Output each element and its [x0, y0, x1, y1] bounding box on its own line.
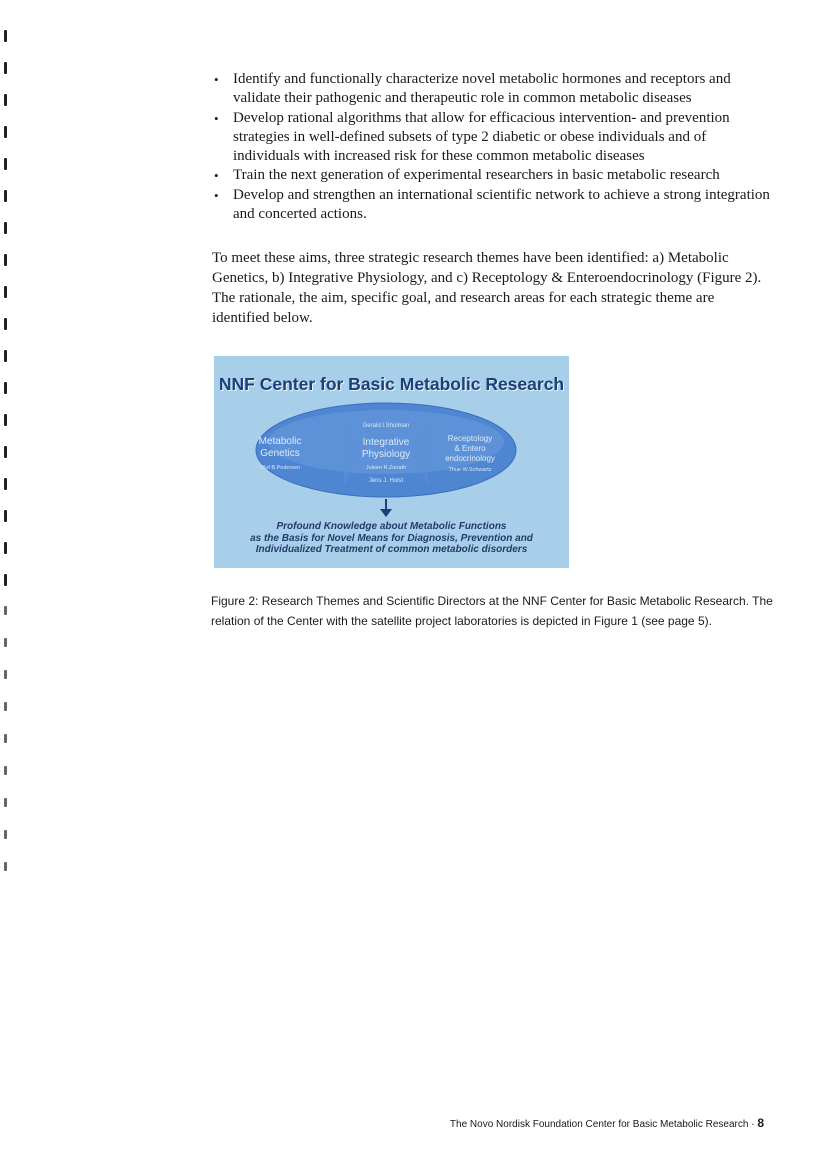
binding-mark — [4, 286, 7, 298]
binding-mark — [4, 94, 7, 106]
binding-mark — [4, 158, 7, 170]
page-footer — [450, 1116, 764, 1130]
binding-mark — [4, 862, 7, 871]
binding-mark — [4, 62, 7, 74]
theme-2-line2: Physiology — [361, 449, 411, 460]
body-paragraph: To meet these aims, three strategic research themes have been identified: a) Metabolic Genetics, b) Integrative Physiology, and c) Receptology & Enteroendocrinology (Figure 2). The rationale, the aim, specific goal, and research areas for each strategic theme are identified below. — [212, 250, 762, 326]
binding-mark — [4, 542, 7, 554]
list-item: • Develop rational algorithms that allow for efficacious intervention- and prevention strategies in well-defined subsets of type 2 diabetic or obese individuals and of individuals with increased risk for these common metabolic diseases — [214, 109, 730, 165]
binding-mark — [4, 222, 7, 234]
binding-mark — [4, 382, 7, 394]
binding-mark — [4, 318, 7, 330]
outcome-text: Profound Knowledge about Metabolic Functions as the Basis for Novel Means for Diagnosis, Prevention and Individualized Treatment of common metabolic disorders — [250, 521, 533, 555]
theme-2-line1: Integrative — [362, 437, 410, 448]
bullet-icon: • — [214, 168, 219, 184]
binding-mark — [4, 30, 7, 42]
binding-mark — [4, 350, 7, 362]
list-item: • Identify and functionally characterize novel metabolic hormones and receptors and validate their pathogenic and therapeutic role in common metabolic diseases — [214, 71, 731, 107]
binding-mark — [4, 190, 7, 202]
binding-mark — [4, 702, 7, 711]
arrow-down-icon — [380, 509, 392, 517]
footer-separator: · — [751, 1119, 755, 1130]
theme-1-line1: Metabolic — [258, 436, 302, 447]
figure-caption: Figure 2: Research Themes and Scientific Directors at the NNF Center for Basic Metabolic Research. The relation of the Center with the satellite project laboratories is depicted in Figure 1 (see page 5). — [211, 594, 773, 628]
binding-mark — [4, 254, 7, 266]
binding-mark — [4, 574, 7, 586]
figure-2 — [214, 356, 569, 568]
theme-2-director: Juleen R.Zierath — [365, 465, 407, 471]
binding-mark — [4, 510, 7, 522]
theme-3-line2: & Entero — [454, 444, 486, 453]
theme-3-line1: Receptology — [447, 434, 493, 443]
list-item: • Develop and strengthen an international scientific network to achieve a strong integration and concerted actions. — [214, 186, 770, 223]
binding-mark — [4, 478, 7, 490]
binding-mark — [4, 766, 7, 775]
figure-title: NNF Center for Basic Metabolic Research — [218, 374, 565, 394]
footer-text: The Novo Nordisk Foundation Center for Basic Metabolic Research — [449, 1119, 749, 1130]
binding-mark — [4, 606, 7, 615]
theme-1-director: Oluf B.Pedersen — [259, 465, 301, 471]
theme-1-line2: Genetics — [260, 448, 300, 459]
binding-mark — [4, 414, 7, 426]
binding-holes — [0, 0, 40, 1170]
binding-mark — [4, 446, 7, 458]
aims-list — [212, 70, 772, 224]
binding-mark — [4, 638, 7, 647]
top-director: Gerald I.Shulman — [362, 423, 410, 429]
page-number: 8 — [757, 1116, 764, 1130]
theme-3-line3: endocrinology — [445, 454, 495, 463]
bullet-icon: • — [214, 187, 219, 203]
bullet-icon: • — [214, 110, 219, 126]
list-item: • Train the next generation of experimental researchers in basic metabolic research — [212, 166, 772, 185]
bullet-icon: • — [214, 72, 219, 87]
binding-mark — [4, 830, 7, 839]
binding-mark — [4, 126, 7, 138]
binding-mark — [4, 798, 7, 807]
bottom-director: Jens J. Holst — [368, 478, 404, 484]
binding-mark — [4, 670, 7, 679]
theme-3-director: Thue W.Schwartz — [448, 467, 492, 473]
binding-mark — [4, 734, 7, 743]
